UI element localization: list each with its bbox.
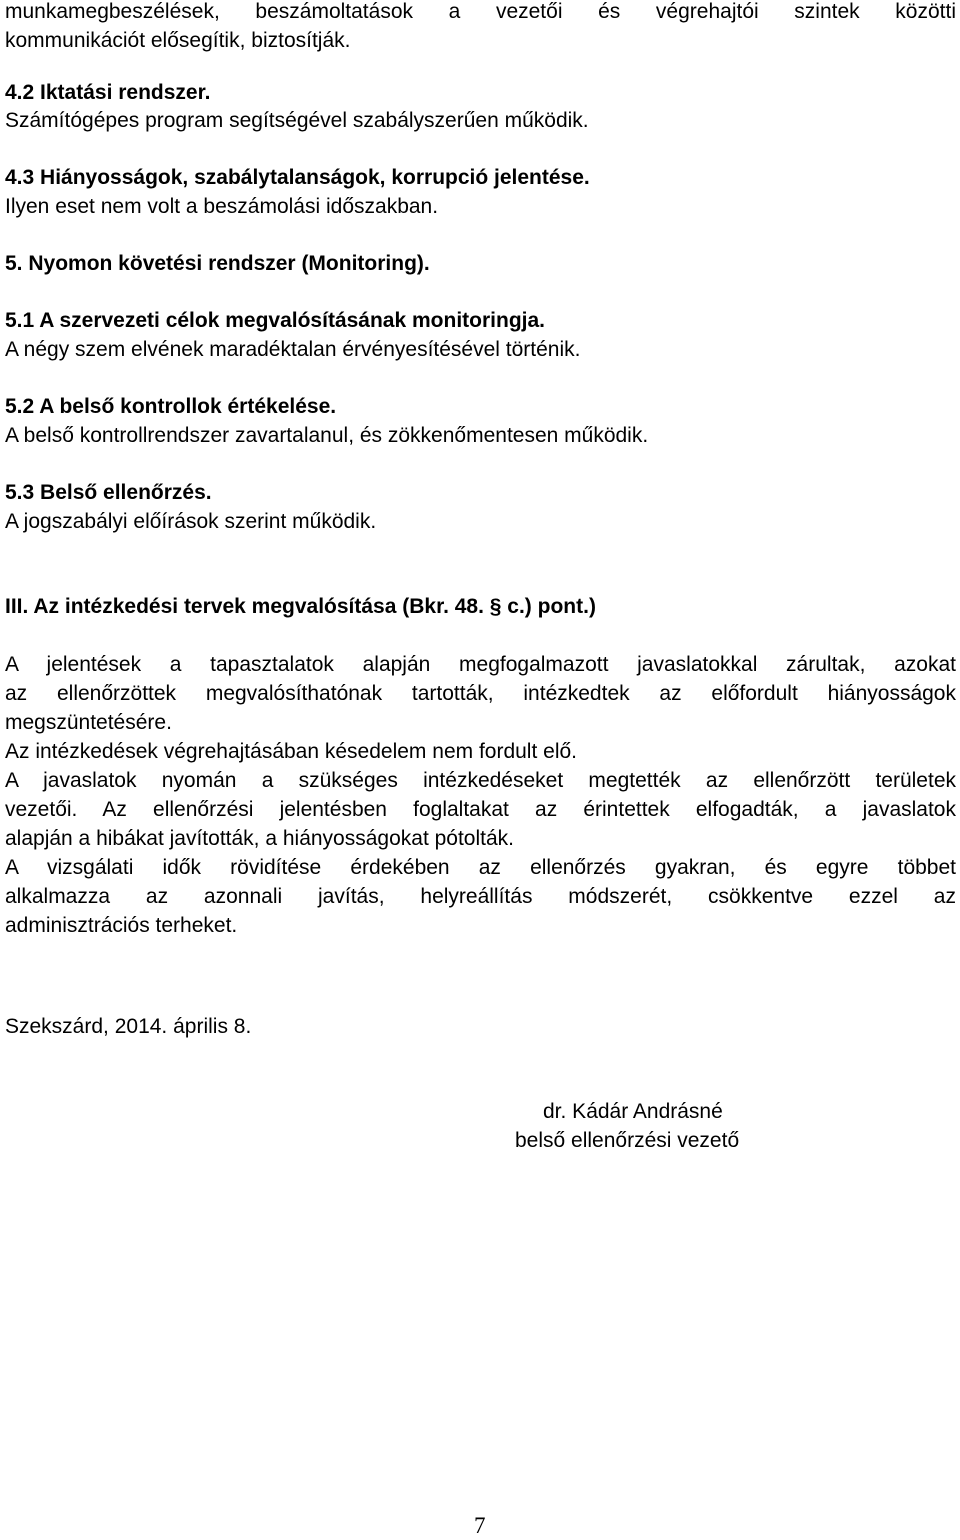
- text-5-1: A négy szem elvének maradéktalan érvényesítésével történik.: [5, 338, 581, 361]
- text-5-2: A belső kontrollrendszer zavartalanul, és zökkenőmentesen működik.: [5, 424, 649, 447]
- heading-5: 5. Nyomon követési rendszer (Monitoring).: [5, 252, 430, 275]
- heading-5-2: 5.2 A belső kontrollok értékelése.: [5, 395, 337, 418]
- paragraph-3-line-3: alapján a hibákat javították, a hiányosságokat pótolták.: [5, 827, 515, 850]
- paragraph-4-line-1: A vizsgálati idők rövidítése érdekében az ellenőrzés gyakran, és egyre többet: [5, 856, 956, 879]
- paragraph-1-line-2: az ellenőrzöttek megvalósíthatónak tartották, intézkedtek az előfordult hiányosságok: [5, 682, 956, 705]
- paragraph-4-line-3: adminisztrációs terheket.: [5, 914, 238, 937]
- heading-iii: III. Az intézkedési tervek megvalósítása (Bkr. 48. § c.) pont.): [5, 595, 596, 618]
- paragraph-1-line-3: megszüntetésére.: [5, 711, 172, 734]
- paragraph-3-line-1: A javaslatok nyomán a szükséges intézkedéseket megtették az ellenőrzött területek: [5, 769, 956, 792]
- signer-name: dr. Kádár Andrásné: [543, 1100, 723, 1123]
- place-date: Szekszárd, 2014. április 8.: [5, 1015, 252, 1038]
- text-4-2: Számítógépes program segítségével szabályszerűen működik.: [5, 109, 589, 132]
- text-4-3: Ilyen eset nem volt a beszámolási időszakban.: [5, 195, 439, 218]
- signer-title: belső ellenőrzési vezető: [515, 1129, 740, 1152]
- paragraph-2: Az intézkedések végrehajtásában késedelem nem fordult elő.: [5, 740, 578, 763]
- paragraph-1-line-1: A jelentések a tapasztalatok alapján megfogalmazott javaslatokkal zárultak, azokat: [5, 653, 956, 676]
- intro-line-2: kommunikációt elősegítik, biztosítják.: [5, 29, 351, 52]
- heading-4-2: 4.2 Iktatási rendszer.: [5, 81, 211, 104]
- heading-4-3: 4.3 Hiányosságok, szabálytalanságok, korrupció jelentése.: [5, 166, 590, 189]
- heading-5-1: 5.1 A szervezeti célok megvalósításának monitoringja.: [5, 309, 545, 332]
- heading-5-3: 5.3 Belső ellenőrzés.: [5, 481, 212, 504]
- page-number: 7: [474, 1513, 486, 1538]
- paragraph-3-line-2: vezetői. Az ellenőrzési jelentésben foglaltakat az érintettek elfogadták, a javaslatok: [5, 798, 956, 821]
- intro-line-1: munkamegbeszélések, beszámoltatások a vezetői és végrehajtói szintek közötti: [5, 0, 956, 23]
- paragraph-4-line-2: alkalmazza az azonnali javítás, helyreállítás módszerét, csökkentve ezzel az: [5, 885, 956, 908]
- text-5-3: A jogszabályi előírások szerint működik.: [5, 510, 377, 533]
